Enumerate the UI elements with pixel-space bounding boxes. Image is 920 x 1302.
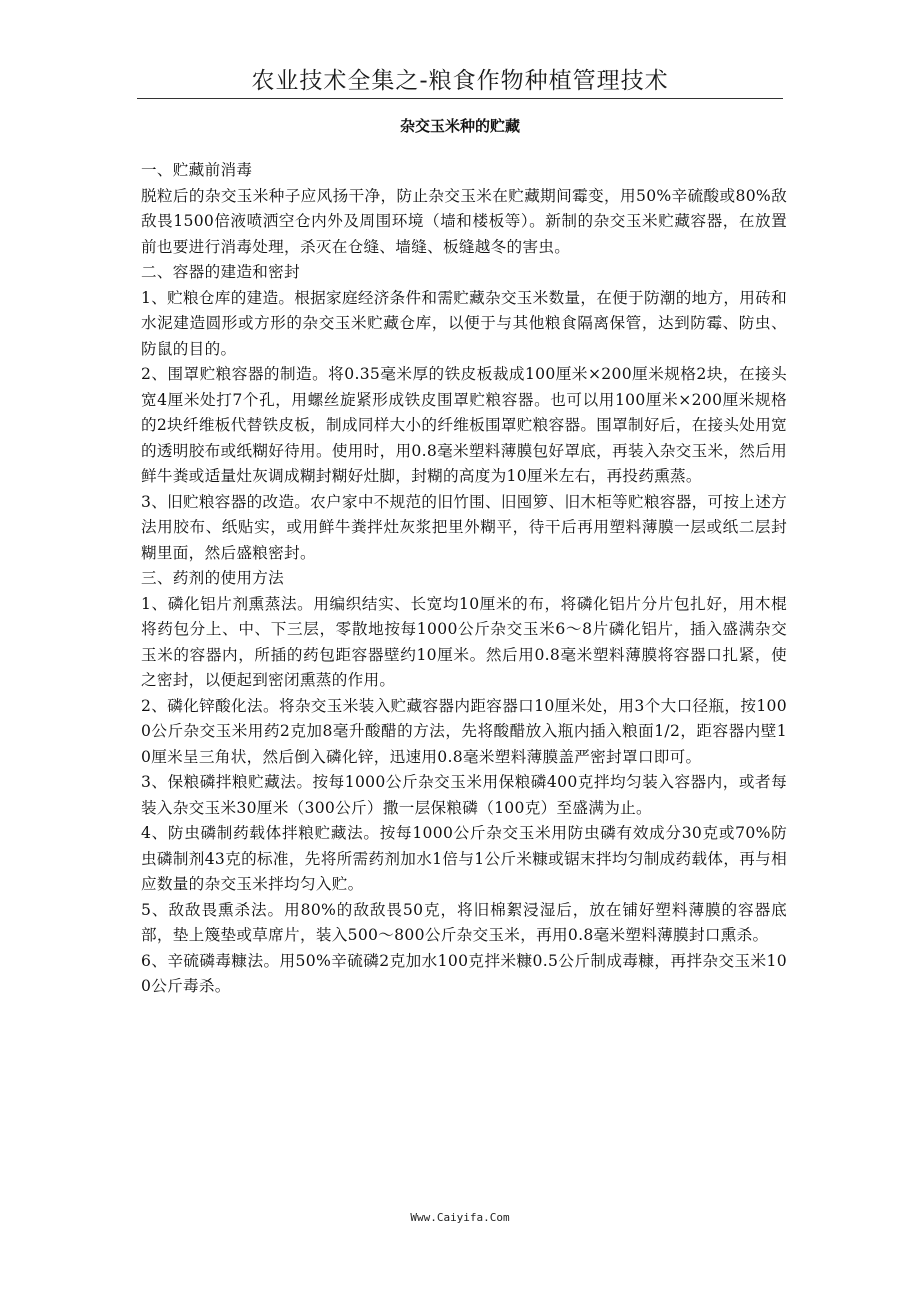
paragraph-fangchong: 4、防虫磷制药载体拌粮贮藏法。按每1000公斤杂交玉米用防虫磷有效成分30克或70%防虫磷制剂43克的标准，先将所需药剂加水1倍与1公斤米糠或锯末拌均匀制成药载体，再与相应数量的杂交玉米拌均匀入贮。 bbox=[141, 824, 787, 893]
paragraph-dichlorvos: 5、敌敌畏熏杀法。用80%的敌敌畏50克，将旧棉絮浸湿后，放在铺好塑料薄膜的容器底部，垫上篾垫或草席片，装入500～800公斤杂交玉米，再用0.8毫米塑料薄膜封口熏杀。 bbox=[141, 900, 787, 944]
header-divider bbox=[137, 98, 783, 99]
paragraph-baoliang: 3、保粮磷拌粮贮藏法。按每1000公斤杂交玉米用保粮磷400克拌均匀装入容器内，或者每装入杂交玉米30厘米（300公斤）撒一层保粮磷（100克）至盛满为止。 bbox=[141, 773, 787, 817]
paragraph-phoxim: 6、辛硫磷毒糠法。用50%辛硫磷2克加水100克拌米糠0.5公斤制成毒糠，再拌杂交玉米100公斤毒杀。 bbox=[141, 951, 787, 995]
section-heading-containers: 二、容器的建造和密封 bbox=[141, 263, 300, 281]
paragraph-aluminum-phosphide: 1、磷化铝片剂熏蒸法。用编织结实、长宽均10厘米的布，将磷化铝片分片包扎好，用木棍将药包分上、中、下三层，零散地按每1000公斤杂交玉米6～8片磷化铝片，插入盛满杂交玉米的容器内，所插的药包距容器壁约10厘米。然后用0.8毫米塑料薄膜将容器口扎紧，使之密封，以便起到密闭熏蒸的作用。 bbox=[141, 594, 787, 689]
section-heading-chemicals: 三、药剂的使用方法 bbox=[141, 569, 285, 587]
paragraph-warehouse: 1、贮粮仓库的建造。根据家庭经济条件和需贮藏杂交玉米数量，在便于防潮的地方，用砖和水泥建造圆形或方形的杂交玉米贮藏仓库，以便于与其他粮食隔离保管，达到防霉、防虫、防鼠的目的。 bbox=[141, 288, 787, 358]
page-header-title: 农业技术全集之-粮食作物种植管理技术 bbox=[251, 68, 669, 94]
document-body bbox=[141, 158, 787, 1000]
footer-website: Www.Caiyifa.Com bbox=[410, 1211, 510, 1224]
paragraph-old-containers: 3、旧贮粮容器的改造。农户家中不规范的旧竹围、旧囤箩、旧木柜等贮粮容器，可按上述方法用胶布、纸贴实，或用鲜牛粪拌灶灰浆把里外糊平，待干后再用塑料薄膜一层或纸二层封糊里面，然后盛粮密封。 bbox=[141, 492, 787, 562]
paragraph-zinc-phosphide: 2、磷化锌酸化法。将杂交玉米装入贮藏容器内距容器口10厘米处，用3个大口径瓶，按1000公斤杂交玉米用药2克加8毫升酸醋的方法，先将酸醋放入瓶内插入粮面1/2，距容器内壁10厘米呈三角状，然后倒入磷化锌，迅速用0.8毫米塑料薄膜盖严密封罩口即可。 bbox=[141, 696, 787, 766]
document-title: 杂交玉米种的贮藏 bbox=[399, 117, 520, 135]
paragraph-disinfection: 脱粒后的杂交玉米种子应风扬干净，防止杂交玉米在贮藏期间霉变，用50%辛硫酸或80%敌敌畏1500倍液喷洒空仓内外及周围环境（墙和楼板等）。新制的杂交玉米贮藏容器，在放置前也要进行消毒处理，杀灭在仓缝、墙缝、板缝越冬的害虫。 bbox=[141, 186, 787, 256]
section-heading-disinfection: 一、贮藏前消毒 bbox=[141, 161, 253, 179]
paragraph-enclosure: 2、围罩贮粮容器的制造。将0.35毫米厚的铁皮板裁成100厘米×200厘米规格2块，在接头宽4厘米处打7个孔，用螺丝旋紧形成铁皮围罩贮粮容器。也可以用100厘米×200厘米规格的2块纤维板代替铁皮板，制成同样大小的纤维板围罩贮粮容器。围罩制好后，在接头处用宽的透明胶布或纸糊好待用。使用时，用0.8毫米塑料薄膜包好罩底，再装入杂交玉米，然后用鲜牛粪或适量灶灰调成糊封糊好灶脚，封糊的高度为10厘米左右，再投药熏蒸。 bbox=[141, 365, 787, 485]
